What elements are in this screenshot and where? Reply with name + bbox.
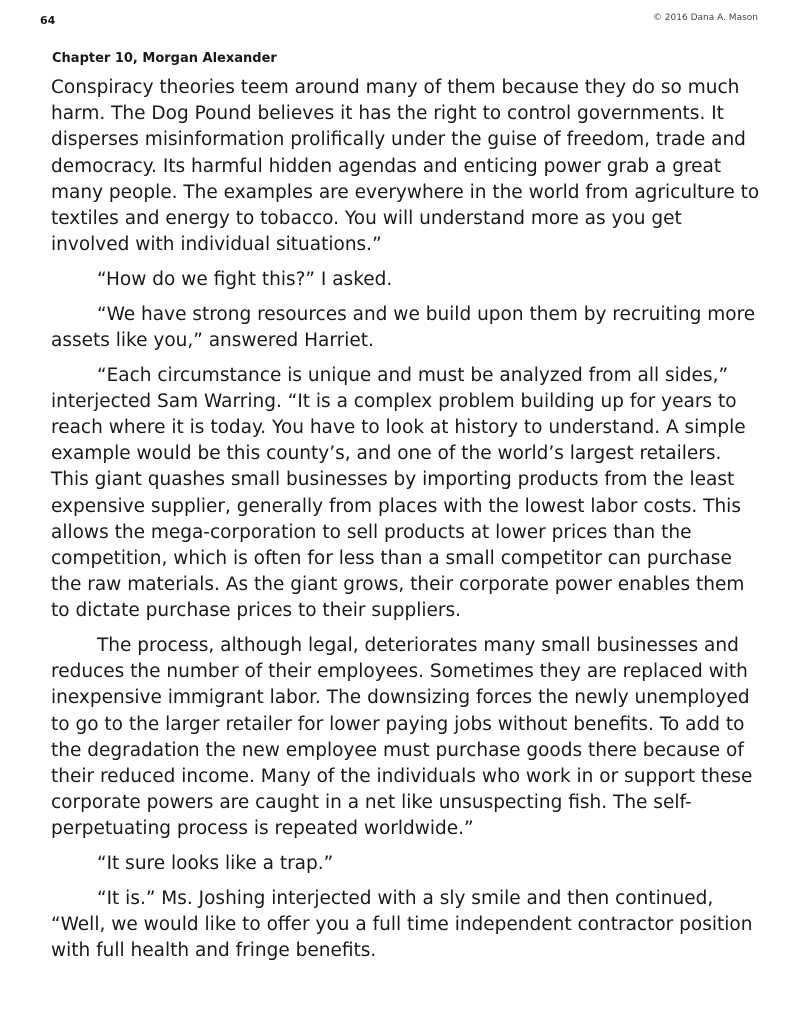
copyright-notice: © 2016 Dana A. Mason	[652, 13, 758, 23]
page-number: 64	[40, 14, 56, 27]
paragraph: “We have strong resources and we build upon them by recruiting more assets like you,” answered Harriet.	[51, 303, 756, 351]
paragraph: The process, although legal, deteriorates many small businesses and reduces the number of their employees. Sometimes they are replaced with inexpensive immigrant labor. The downsizing forces the newly unemployed to go to the larger retailer for lower paying jobs without benefits. To add to the degradation the new employee must purchase goods there because of their reduced income. Many of the individuals who work in or support these corporate powers are caught in a net like unsuspecting fish. The self-perpetuating process is repeated worldwide.”	[51, 635, 753, 840]
body-text	[51, 75, 761, 973]
chapter-heading: Chapter 10, Morgan Alexander	[52, 51, 277, 66]
paragraph: “It is.” Ms. Joshing interjected with a sly smile and then continued, “Well, we would like to offer you a full time independent contractor position with full health and fringe benefits.	[51, 887, 753, 962]
paragraph: “Each circumstance is unique and must be analyzed from all sides,” interjected Sam Warring. “It is a complex problem building up for years to reach where it is today. You have to look at history to understand. A simple example would be this county’s, and one of the world’s largest retailers. This giant quashes small businesses by importing products from the least expensive supplier, generally from places with the lowest labor costs. This allows the mega-corporation to sell products at lower prices than the competition, which is often for less than a small competitor can purchase the raw materials. As the giant grows, their corporate power enables them to dictate purchase prices to their suppliers.	[51, 364, 746, 622]
paragraph: “How do we fight this?” I asked.	[97, 268, 393, 290]
paragraph: “It sure looks like a trap.”	[97, 853, 334, 875]
paragraph: Conspiracy theories teem around many of them because they do so much harm. The Dog Pound believes it has the right to control governments. It disperses misinformation prolifically under the guise of freedom, trade and democracy. Its harmful hidden agendas and enticing power grab a great many people. The examples are everywhere in the world from agriculture to textiles and energy to tobacco. You will understand more as you get involved with individual situations.”	[51, 77, 760, 256]
